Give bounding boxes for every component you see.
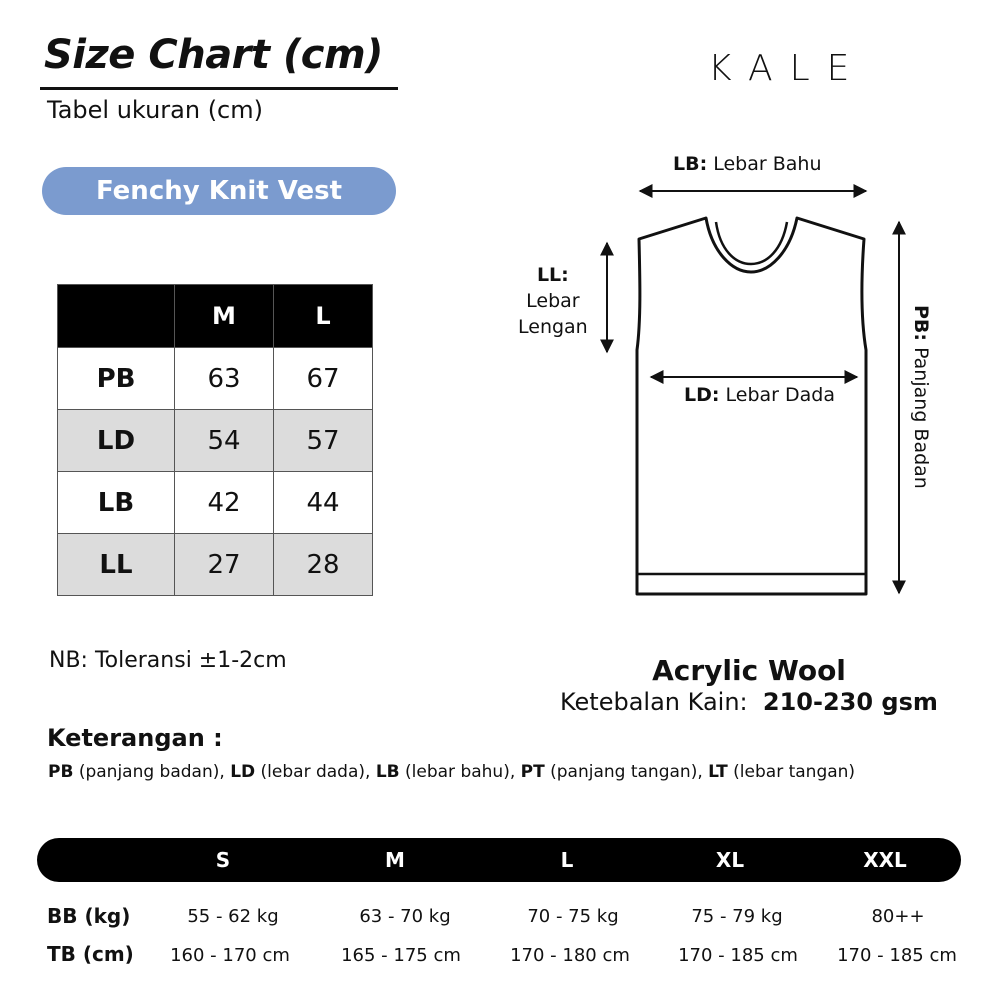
- table-cell: 27: [175, 534, 274, 596]
- size-table: [57, 284, 373, 596]
- legend-title: Keterangan :: [47, 724, 223, 752]
- table-cell: 67: [274, 348, 373, 410]
- fabric-thickness: Ketebalan Kain: 210-230 gsm: [560, 688, 938, 716]
- height-cell: 170 - 185 cm: [837, 945, 957, 966]
- table-row: [58, 534, 373, 596]
- size-column-l: L: [274, 285, 373, 348]
- legend-line: PB (panjang badan), LD (lebar dada), LB (lebar bahu), PT (panjang tangan), LT (lebar tangan): [48, 762, 856, 782]
- product-name-badge: Fenchy Knit Vest: [42, 167, 396, 215]
- page-title: Size Chart (cm): [44, 32, 383, 78]
- row-label: LB: [58, 472, 175, 534]
- weight-cell: 80++: [871, 906, 925, 927]
- height-row-label: TB (cm): [47, 942, 134, 966]
- table-cell: 63: [175, 348, 274, 410]
- sleeve-width-label: LL: Lebar Lengan: [518, 264, 588, 338]
- material-name: Acrylic Wool: [652, 654, 846, 687]
- brand-logo: KALE: [708, 48, 867, 89]
- shoulder-width-label: LB: Lebar Bahu: [673, 153, 822, 175]
- body-length-label: PB: Panjang Badan: [910, 305, 932, 489]
- table-row: [58, 348, 373, 410]
- tolerance-note: NB: Toleransi ±1-2cm: [49, 648, 287, 673]
- height-cell: 165 - 175 cm: [341, 945, 461, 966]
- height-cell: 160 - 170 cm: [170, 945, 290, 966]
- chest-width-label: LD: Lebar Dada: [684, 384, 836, 406]
- vest-outline: [637, 218, 866, 594]
- body-size-header-m: M: [385, 848, 405, 872]
- weight-cell: 55 - 62 kg: [187, 906, 279, 927]
- body-size-header-xxl: XXL: [863, 848, 907, 872]
- size-column-m: M: [175, 285, 274, 348]
- table-row: [58, 472, 373, 534]
- weight-row-label: BB (kg): [47, 904, 131, 928]
- table-cell: 44: [274, 472, 373, 534]
- table-cell: 54: [175, 410, 274, 472]
- row-label: LL: [58, 534, 175, 596]
- table-row: [58, 410, 373, 472]
- table-cell: 28: [274, 534, 373, 596]
- height-cell: 170 - 185 cm: [678, 945, 798, 966]
- weight-cell: 75 - 79 kg: [691, 906, 783, 927]
- size-table-corner: [58, 285, 175, 348]
- row-label: LD: [58, 410, 175, 472]
- body-size-header-l: L: [560, 848, 574, 872]
- table-cell: 57: [274, 410, 373, 472]
- weight-cell: 70 - 75 kg: [527, 906, 619, 927]
- height-cell: 170 - 180 cm: [510, 945, 630, 966]
- page-subtitle: Tabel ukuran (cm): [47, 96, 263, 124]
- table-cell: 42: [175, 472, 274, 534]
- vest-measurement-diagram: [500, 150, 980, 610]
- body-size-header-xl: XL: [715, 848, 745, 872]
- row-label: PB: [58, 348, 175, 410]
- vest-collar: [716, 222, 787, 264]
- weight-cell: 63 - 70 kg: [359, 906, 451, 927]
- size-table-header-row: [58, 285, 373, 348]
- body-size-header-s: S: [215, 848, 231, 872]
- title-underline: [40, 87, 398, 90]
